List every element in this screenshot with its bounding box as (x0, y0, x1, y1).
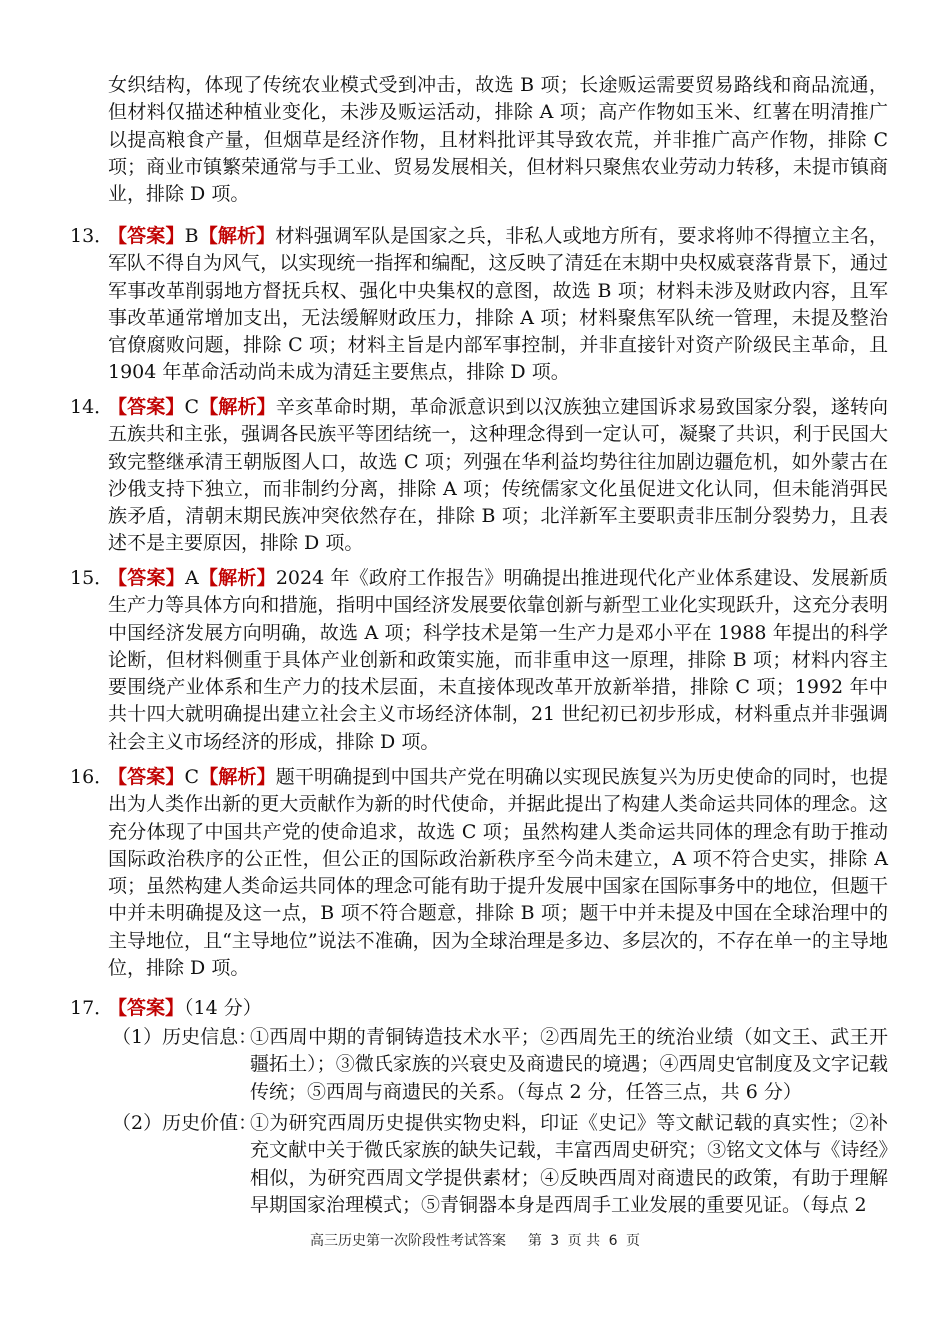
item-number: 13． (70, 225, 114, 247)
analysis-label: 【解析】 (199, 396, 276, 418)
answer-label: 【答案】 (108, 997, 185, 1019)
footer-title: 高三历史第一次阶段性考试答案 (310, 1233, 507, 1249)
answer-label: 【答案】 (108, 567, 185, 589)
analysis-text: 辛亥革命时期，革命派意识到以汉族独立建国诉求易致国家分裂，遂转向五族共和主张，强调各民族平等团结统一，这种理念得到一定认可，凝聚了共识，利于民国大致完整继承清王朝版图人口，故选 C 项；列强在华利益均势往往加剧边疆危机，如外蒙古在沙俄支持下独立，而非制约分离，排除 A 项；传统儒家文化虽促进文化认同，但未能消弭民族矛盾，清朝末期民族冲突依然存在，排除 B 项；北洋新军主要职责非压制分裂势力，且表述不是主要原因，排除 D 项。 (108, 396, 888, 555)
analysis-text: 材料强调军队是国家之兵，非私人或地方所有，要求将帅不得擅立主名，军队不得自为风气，以实现统一指挥和编配，这反映了清廷在末期中央权威衰落背景下，通过军事改革削弱地方督抚兵权、强化中央集权的意图，故选 B 项；材料未涉及财政内容，且军事改革通常增加支出，无法缓解财政压力，排除 A 项；材料聚焦军队统一管理，未提及整治官僚腐败问题，排除 C 项；材料主旨是内部军事控制，并非直接针对资产阶级民主革命，且 1904 年革命活动尚未成为清廷主要焦点，排除 D 项。 (108, 225, 888, 384)
item-body (108, 565, 888, 756)
analysis-label: 【解析】 (198, 225, 276, 247)
item-number: 15． (70, 567, 114, 589)
answer-choice: A (184, 567, 199, 589)
item-body (108, 394, 888, 558)
item-number: 16． (70, 766, 114, 788)
page-footer (0, 1230, 950, 1250)
item-number: 17． (70, 997, 114, 1019)
item-body (108, 764, 888, 982)
analysis-text: 2024 年《政府工作报告》明确提出推进现代化产业体系建设、发展新质生产力等具体方向和措施，指明中国经济发展要依靠创新与新型工业化实现跃升，这充分表明中国经济发展方向明确，故选 A 项；科学技术是第一生产力是邓小平在 1988 年提出的科学论断，但材料侧重于具体产业创新和政策实施，而非重申这一原理，排除 B 项；材料内容主要围绕产业体系和生产力的技术层面，未直接体现改革开放新举措，排除 C 项；1992 年中共十四大就明确提出建立社会主义市场经济体制，21 世纪初已初步形成，材料重点并非强调社会主义市场经济的形成，排除 D 项。 (108, 567, 888, 753)
item-body (108, 223, 888, 387)
answer-label: 【答案】 (108, 396, 185, 418)
intro-paragraph: 女织结构，体现了传统农业模式受到冲击，故选 B 项；长途贩运需要贸易路线和商品流通，但材料仅描述种植业变化，未涉及贩运活动，排除 A 项；高产作物如玉米、红薯在明清推广以提高粮食产量，但烟草是经济作物，且材料批评其导致农荒，并非推广高产作物，排除 C 项；商业市镇繁荣通常与手工业、贸易发展相关，但材料只聚焦农业劳动力转移，未提市镇商业，排除 D 项。 (108, 74, 888, 206)
answer-choice: B (184, 225, 199, 247)
answer-choice: C (184, 766, 200, 788)
answer-choice: C (184, 396, 200, 418)
footer-page-suffix: 页 (625, 1233, 640, 1249)
part-text: ①西周中期的青铜铸造技术水平；②西周先王的统治业绩（如文王、武王开疆拓土）；③微氏家族的兴衰史及商遗民的境遇；④西周史官制度及文字记载传统；⑤西周与商遗民的关系。（每点 2 分，任答三点，共 6 分） (250, 1026, 888, 1103)
score-text: （14 分） (184, 997, 262, 1019)
answer-label: 【答案】 (108, 225, 185, 247)
item-number: 14． (70, 396, 114, 418)
part-label: （1）历史信息： (112, 1026, 258, 1048)
footer-page-mid: 页 共 (567, 1233, 601, 1249)
part-text: ①为研究西周历史提供实物史料，印证《史记》等文献记载的真实性；②补充文献中关于微氏家族的缺失记载，丰富西周史研究；③铭文文体与《诗经》相似，为研究西周文学提供素材；④反映西周对商遗民的政策，有助于理解早期国家治理模式；⑤青铜器本身是西周手工业发展的重要见证。（每点 2 (250, 1112, 888, 1216)
answer-label: 【答案】 (108, 766, 185, 788)
footer-page-total: 6 (608, 1233, 618, 1249)
item-body (108, 995, 888, 1022)
analysis-text: 题干明确提到中国共产党在明确以实现民族复兴为历史使命的同时，也提出为人类作出新的更大贡献作为新的时代使命，并据此提出了构建人类命运共同体的理念。这充分体现了中国共产党的使命追求，故选 C 项；虽然构建人类命运共同体的理念有助于推动国际政治秩序的公正性，但公正的国际政治新秩序至今尚未建立，A 项不符合史实，排除 A 项；虽然构建人类命运共同体的理念可能有助于提升发展中国家在国际事务中的地位，但题干中并未明确提及这一点，B 项不符合题意，排除 B 项；题干中并未提及中国在全球治理中的主导地位，且“主导地位”说法不准确，因为全球治理是多边、多层次的，不存在单一的主导地位，排除 D 项。 (108, 766, 888, 980)
footer-page-prefix: 第 (527, 1233, 542, 1249)
footer-page-current: 3 (550, 1233, 560, 1249)
analysis-label: 【解析】 (199, 766, 276, 788)
analysis-label: 【解析】 (198, 567, 276, 589)
part-label: （2）历史价值： (112, 1112, 258, 1134)
